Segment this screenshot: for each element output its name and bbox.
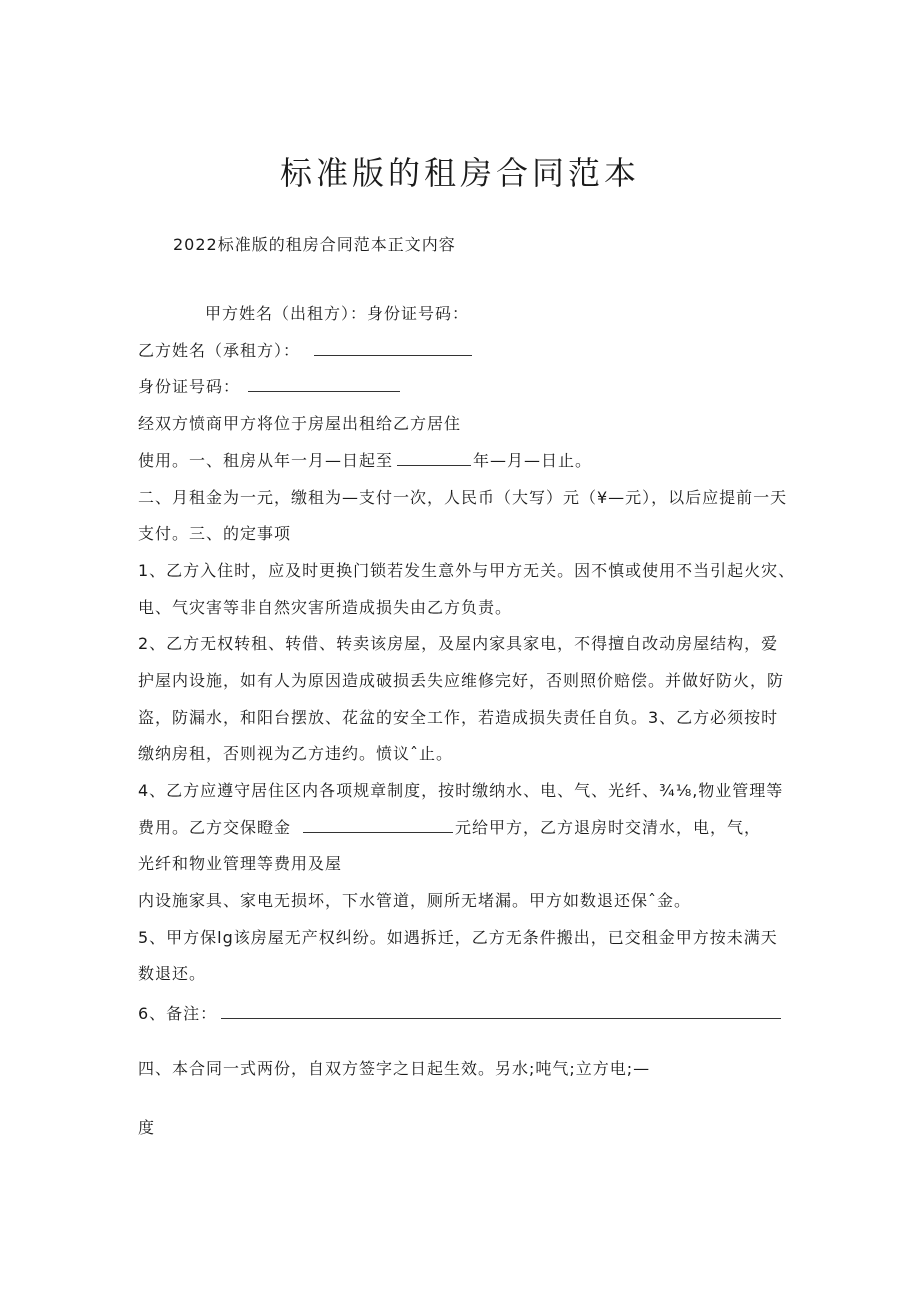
- page-title: 标准版的租房合同范本: [279, 154, 640, 192]
- agreement-line: 经双方愤商甲方将位于房屋出租给乙方居住: [138, 414, 462, 433]
- remarks-label: 6、备注：: [138, 1004, 218, 1023]
- party-b-line: [138, 338, 472, 361]
- deposit-blank: [303, 818, 453, 833]
- rent-line: 二、月租金为一元，缴租为—支付一次，人民币（大写）元（¥—元），以后应提前一天: [138, 488, 788, 507]
- clause-2-line-3: 盗，防漏水，和阳台摆放、花盆的安全工作，若造成损失责任自负。3、乙方必须按时: [138, 708, 779, 727]
- section-4-line: 四、本合同一式两份，自双方签字之日起生效。另水;吨气;立方电;—: [138, 1059, 651, 1078]
- payment-line: 支付。三、的定事项: [138, 524, 292, 543]
- clause-4-line-2: [138, 815, 761, 838]
- clause-3-line: 缴纳房租，否则视为乙方违约。愤议ˆ止。: [138, 744, 454, 763]
- clause-2-line-2: 护屋内设施，如有人为原因造成破损丢失应维修完好，否则照价赔偿。并做好防火，防: [138, 671, 785, 690]
- party-b-label: 乙方姓名（承租方）：: [138, 341, 301, 360]
- clause-4-line-1: 4、乙方应遵守居住区内各项规章制度，按时缴纳水、电、气、光纤、¾⅛,物业管理等: [138, 781, 784, 800]
- term-end: 年—月—日止。: [473, 451, 593, 470]
- remarks-blank: [221, 1004, 781, 1019]
- id-number-blank: [248, 377, 400, 392]
- clause-5-line-2: 数退还。: [138, 964, 207, 983]
- party-b-name-blank: [314, 341, 472, 356]
- id-number-label: 身份证号码：: [138, 377, 241, 396]
- subtitle: 2022标准版的租房合同范本正文内容: [173, 235, 456, 254]
- term-start: 使用。一、租房从年一月—日起至: [138, 451, 394, 470]
- party-a-line: 甲方姓名（出租方）：身份证号码：: [205, 304, 470, 323]
- clause-2-line-1: 2、乙方无权转租、转借、转卖该房屋，及屋内家具家电，不得擅自改动房屋结构，爱: [138, 634, 779, 653]
- clause-4-line-3: 光纤和物业管理等费用及屋: [138, 854, 343, 873]
- remarks-line: [138, 1001, 781, 1024]
- term-end-blank: [397, 451, 471, 466]
- clause-4-line-4: 内设施家具、家电无损坏，下水管道，厕所无堵漏。甲方如数退还保ˆ金。: [138, 891, 692, 910]
- clause-1-line-1: 1、乙方入住时，应及时更换门锁若发生意外与甲方无关。因不慎或使用不当引起火灾、: [138, 561, 796, 580]
- clause-1-line-2: 电、气灾害等非自然灾害所造成损失由乙方负责。: [138, 598, 513, 617]
- id-number-line: [138, 374, 400, 397]
- term-line: [138, 448, 592, 471]
- deposit-tail: 元给甲方，乙方退房时交清水，电，气，: [455, 818, 762, 837]
- clause-5-line-1: 5、甲方保lg该房屋无产权纠纷。如遇拆迁，乙方无条件搬出，已交租金甲方按未满天: [138, 928, 778, 947]
- degree-line: 度: [138, 1118, 156, 1137]
- deposit-label: 费用。乙方交保瞪金: [138, 818, 292, 837]
